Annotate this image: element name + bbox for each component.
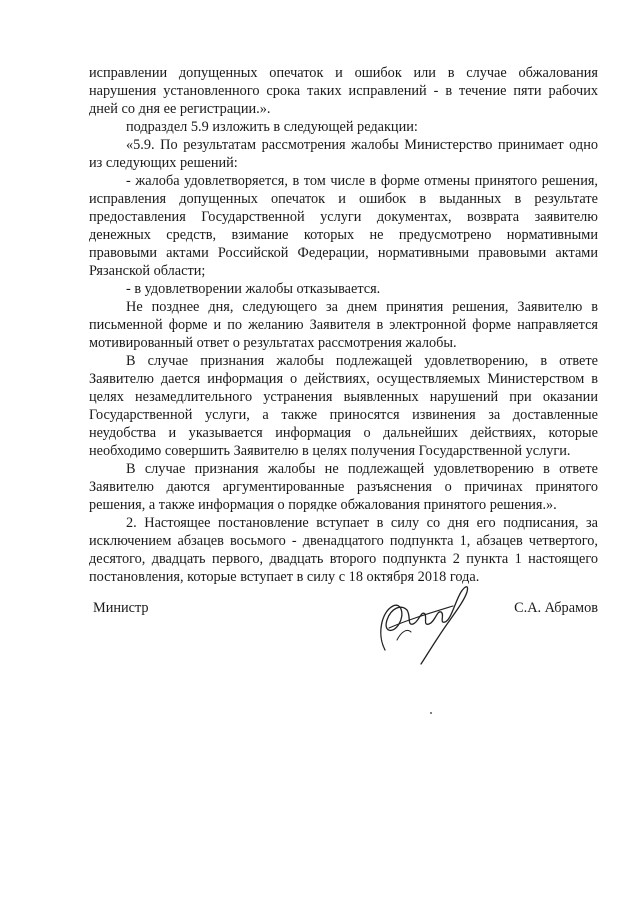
paragraph-effective-date: 2. Настоящее постановление вступает в силу со дня его подписания, за исключением абзацев восьмого - двенадцатого подпункта 1, абзацев четвертого, десятого, двадцать первого, двадцать второго подпункта 2 пункта 1 настоящего постановления, которые вступает в силу с 18 октября 2018 года. bbox=[89, 515, 598, 585]
paragraph-continuation: исправлении допущенных опечаток и ошибок или в случае обжалования нарушения установленного срока таких исправлений - в течение пяти рабочих дней со дня ее регистрации.». bbox=[89, 65, 598, 117]
handwritten-signature bbox=[367, 580, 477, 665]
paragraph-subsection-instruction: подраздел 5.9 изложить в следующей редакции: bbox=[126, 119, 418, 135]
paragraph-complaint-satisfied: - жалоба удовлетворяется, в том числе в форме отмены принятого решения, исправления допущенных опечаток и ошибок в выданных в результате предоставления Государственной услуги документах, возврата заявителю денежных средств, взимание которых не предусмотрено нормативными правовыми актами Российской Федерации, нормативными правовыми актами Рязанской области; bbox=[89, 173, 598, 279]
paragraph-5-9-intro: «5.9. По результатам рассмотрения жалобы Министерство принимает одно из следующих решений: bbox=[89, 137, 598, 171]
signatory-title: Министр bbox=[93, 600, 149, 616]
document-body bbox=[89, 64, 598, 586]
signatory-name: С.А. Абрамов bbox=[514, 600, 598, 616]
signature-block bbox=[89, 600, 598, 680]
paragraph-satisfied-response: В случае признания жалобы подлежащей удовлетворению, в ответе Заявителю дается информация о действиях, осуществляемых Министерством в целях незамедлительного устранения выявленных нарушений при оказании Государственной услуги, а также приносятся извинения за доставленные неудобства и указывается информация о дальнейших действиях, которые необходимо совершить Заявителю в целях получения Государственной услуги. bbox=[89, 353, 598, 459]
stray-dot bbox=[430, 712, 432, 714]
paragraph-denied-response: В случае признания жалобы не подлежащей удовлетворению в ответе Заявителю даются аргументированные разъяснения о причинах принятого решения, а также информация о порядке обжалования принятого решения.». bbox=[89, 461, 598, 513]
paragraph-complaint-denied: - в удовлетворении жалобы отказывается. bbox=[126, 281, 381, 297]
paragraph-response-deadline: Не позднее дня, следующего за днем принятия решения, Заявителю в письменной форме и по желанию Заявителя в электронной форме направляется мотивированный ответ о результатах рассмотрения жалобы. bbox=[89, 299, 598, 351]
